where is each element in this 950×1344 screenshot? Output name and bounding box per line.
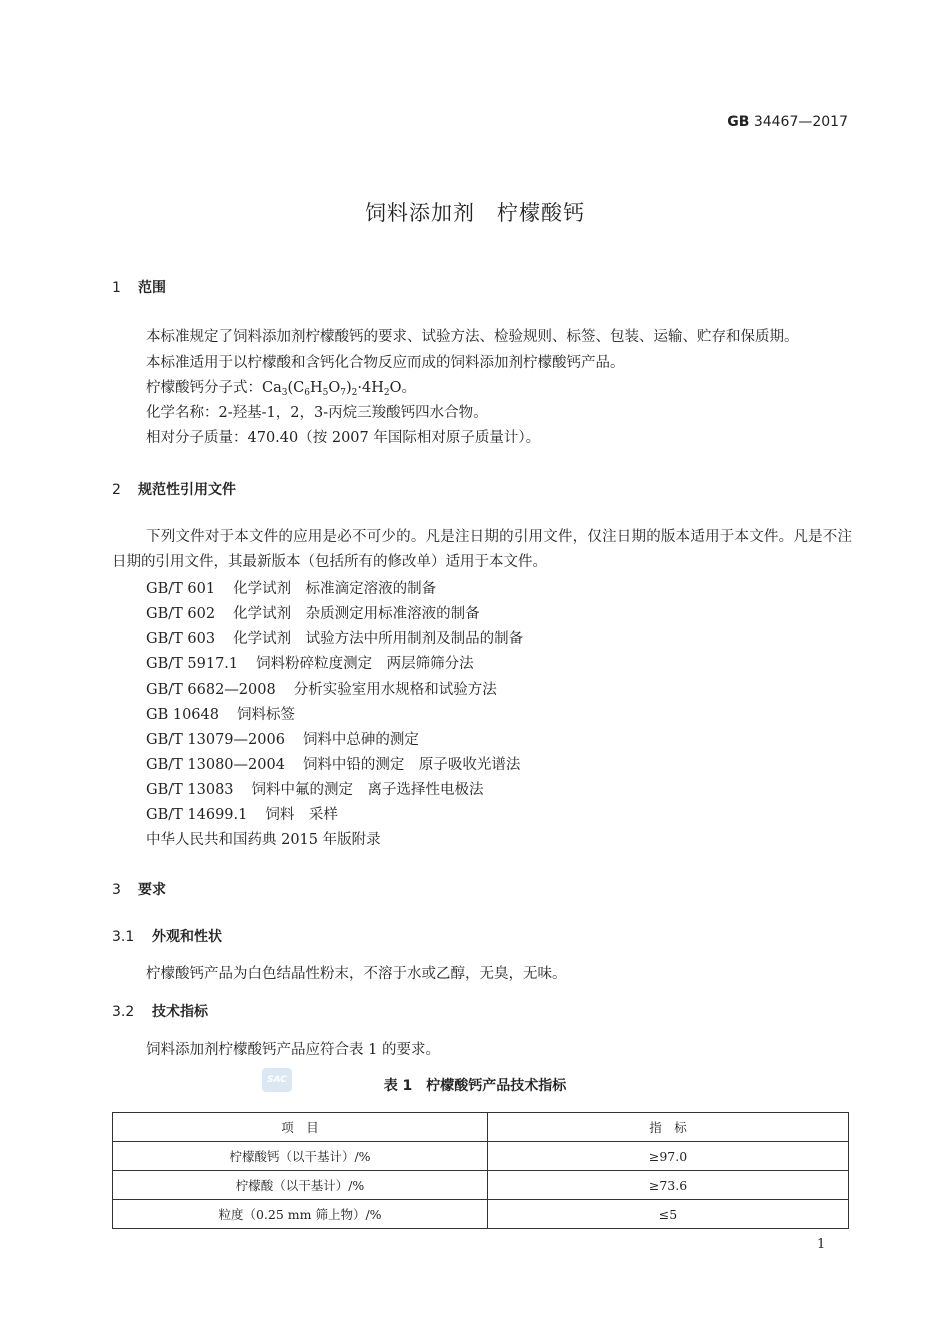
section-3-heading: 3 要求 (112, 882, 166, 898)
reference-item: GB/T 13083 饲料中氟的测定 离子选择性电极法 (146, 782, 484, 798)
reference-item: GB/T 14699.1 饲料 采样 (146, 807, 338, 823)
table-row (113, 1171, 849, 1200)
table-cell: 柠檬酸（以干基计）/% (113, 1171, 488, 1200)
standard-number: GB 34467—2017 (727, 114, 848, 130)
reference-item: 中华人民共和国药典 2015 年版附录 (146, 832, 381, 848)
normative-references-intro: 下列文件对于本文件的应用是必不可少的。凡是注日期的引用文件，仅注日期的版本适用于本文件。凡是不注日期的引用文件，其最新版本（包括所有的修改单）适用于本文件。 (112, 529, 852, 570)
table-cell: ≥97.0 (488, 1142, 849, 1171)
molecular-formula: 柠檬酸钙分子式：$Ca_3(C_6H_5O_7)_2\cdot 4H_2O$。 (146, 380, 417, 398)
reference-item: GB/T 13080—2004 饲料中铅的测定 原子吸收光谱法 (146, 757, 521, 773)
chemical-name: 化学名称：2-羟基-1，2，3-丙烷三羧酸钙四水合物。 (146, 405, 488, 421)
table-caption: 表 1 柠檬酸钙产品技术指标 (383, 1078, 567, 1094)
scope-paragraph-2: 本标准适用于以柠檬酸和含钙化合物反应而成的饲料添加剂柠檬酸钙产品。 (146, 355, 625, 371)
table-cell: ≥73.6 (488, 1171, 849, 1200)
reference-item: GB/T 602 化学试剂 杂质测定用标准溶液的制备 (146, 606, 480, 622)
table-cell: 粒度（0.25 mm 筛上物）/% (113, 1200, 488, 1229)
scope-paragraph-1: 本标准规定了饲料添加剂柠檬酸钙的要求、试验方法、检验规则、标签、包装、运输、贮存和保质期。 (146, 329, 799, 345)
reference-item: GB/T 601 化学试剂 标准滴定溶液的制备 (146, 581, 437, 597)
section-3-2-heading: 3.2 技术指标 (112, 1004, 208, 1020)
molecular-mass: 相对分子质量：470.40（按 2007 年国际相对原子质量计）。 (146, 430, 541, 446)
reference-item: GB/T 6682—2008 分析实验室用水规格和试验方法 (146, 682, 497, 698)
appearance-text: 柠檬酸钙产品为白色结晶性粉末，不溶于水或乙醇，无臭，无味。 (146, 966, 567, 982)
sac-watermark-logo: SAC (262, 1068, 292, 1092)
section-2-heading: 2 规范性引用文件 (112, 482, 236, 498)
table-header-row (113, 1113, 849, 1142)
table-cell: 柠檬酸钙（以干基计）/% (113, 1142, 488, 1171)
document-title: 饲料添加剂 柠檬酸钙 (365, 201, 585, 225)
reference-item: GB/T 13079—2006 饲料中总砷的测定 (146, 732, 419, 748)
reference-item: GB/T 5917.1 饲料粉碎粒度测定 两层筛筛分法 (146, 656, 474, 672)
section-1-heading: 1 范围 (112, 280, 166, 296)
table-header-cell: 指 标 (488, 1113, 849, 1142)
reference-item: GB/T 603 化学试剂 试验方法中所用制剂及制品的制备 (146, 631, 524, 647)
table-row (113, 1142, 849, 1171)
section-3-1-heading: 3.1 外观和性状 (112, 929, 222, 945)
technical-indicators-table (112, 1112, 849, 1229)
technical-indicator-text: 饲料添加剂柠檬酸钙产品应符合表 1 的要求。 (146, 1042, 440, 1058)
reference-item: GB 10648 饲料标签 (146, 707, 295, 723)
table-header-cell: 项 目 (113, 1113, 488, 1142)
table-cell: ≤5 (488, 1200, 849, 1229)
page-number: 1 (817, 1237, 826, 1252)
table-row (113, 1200, 849, 1229)
